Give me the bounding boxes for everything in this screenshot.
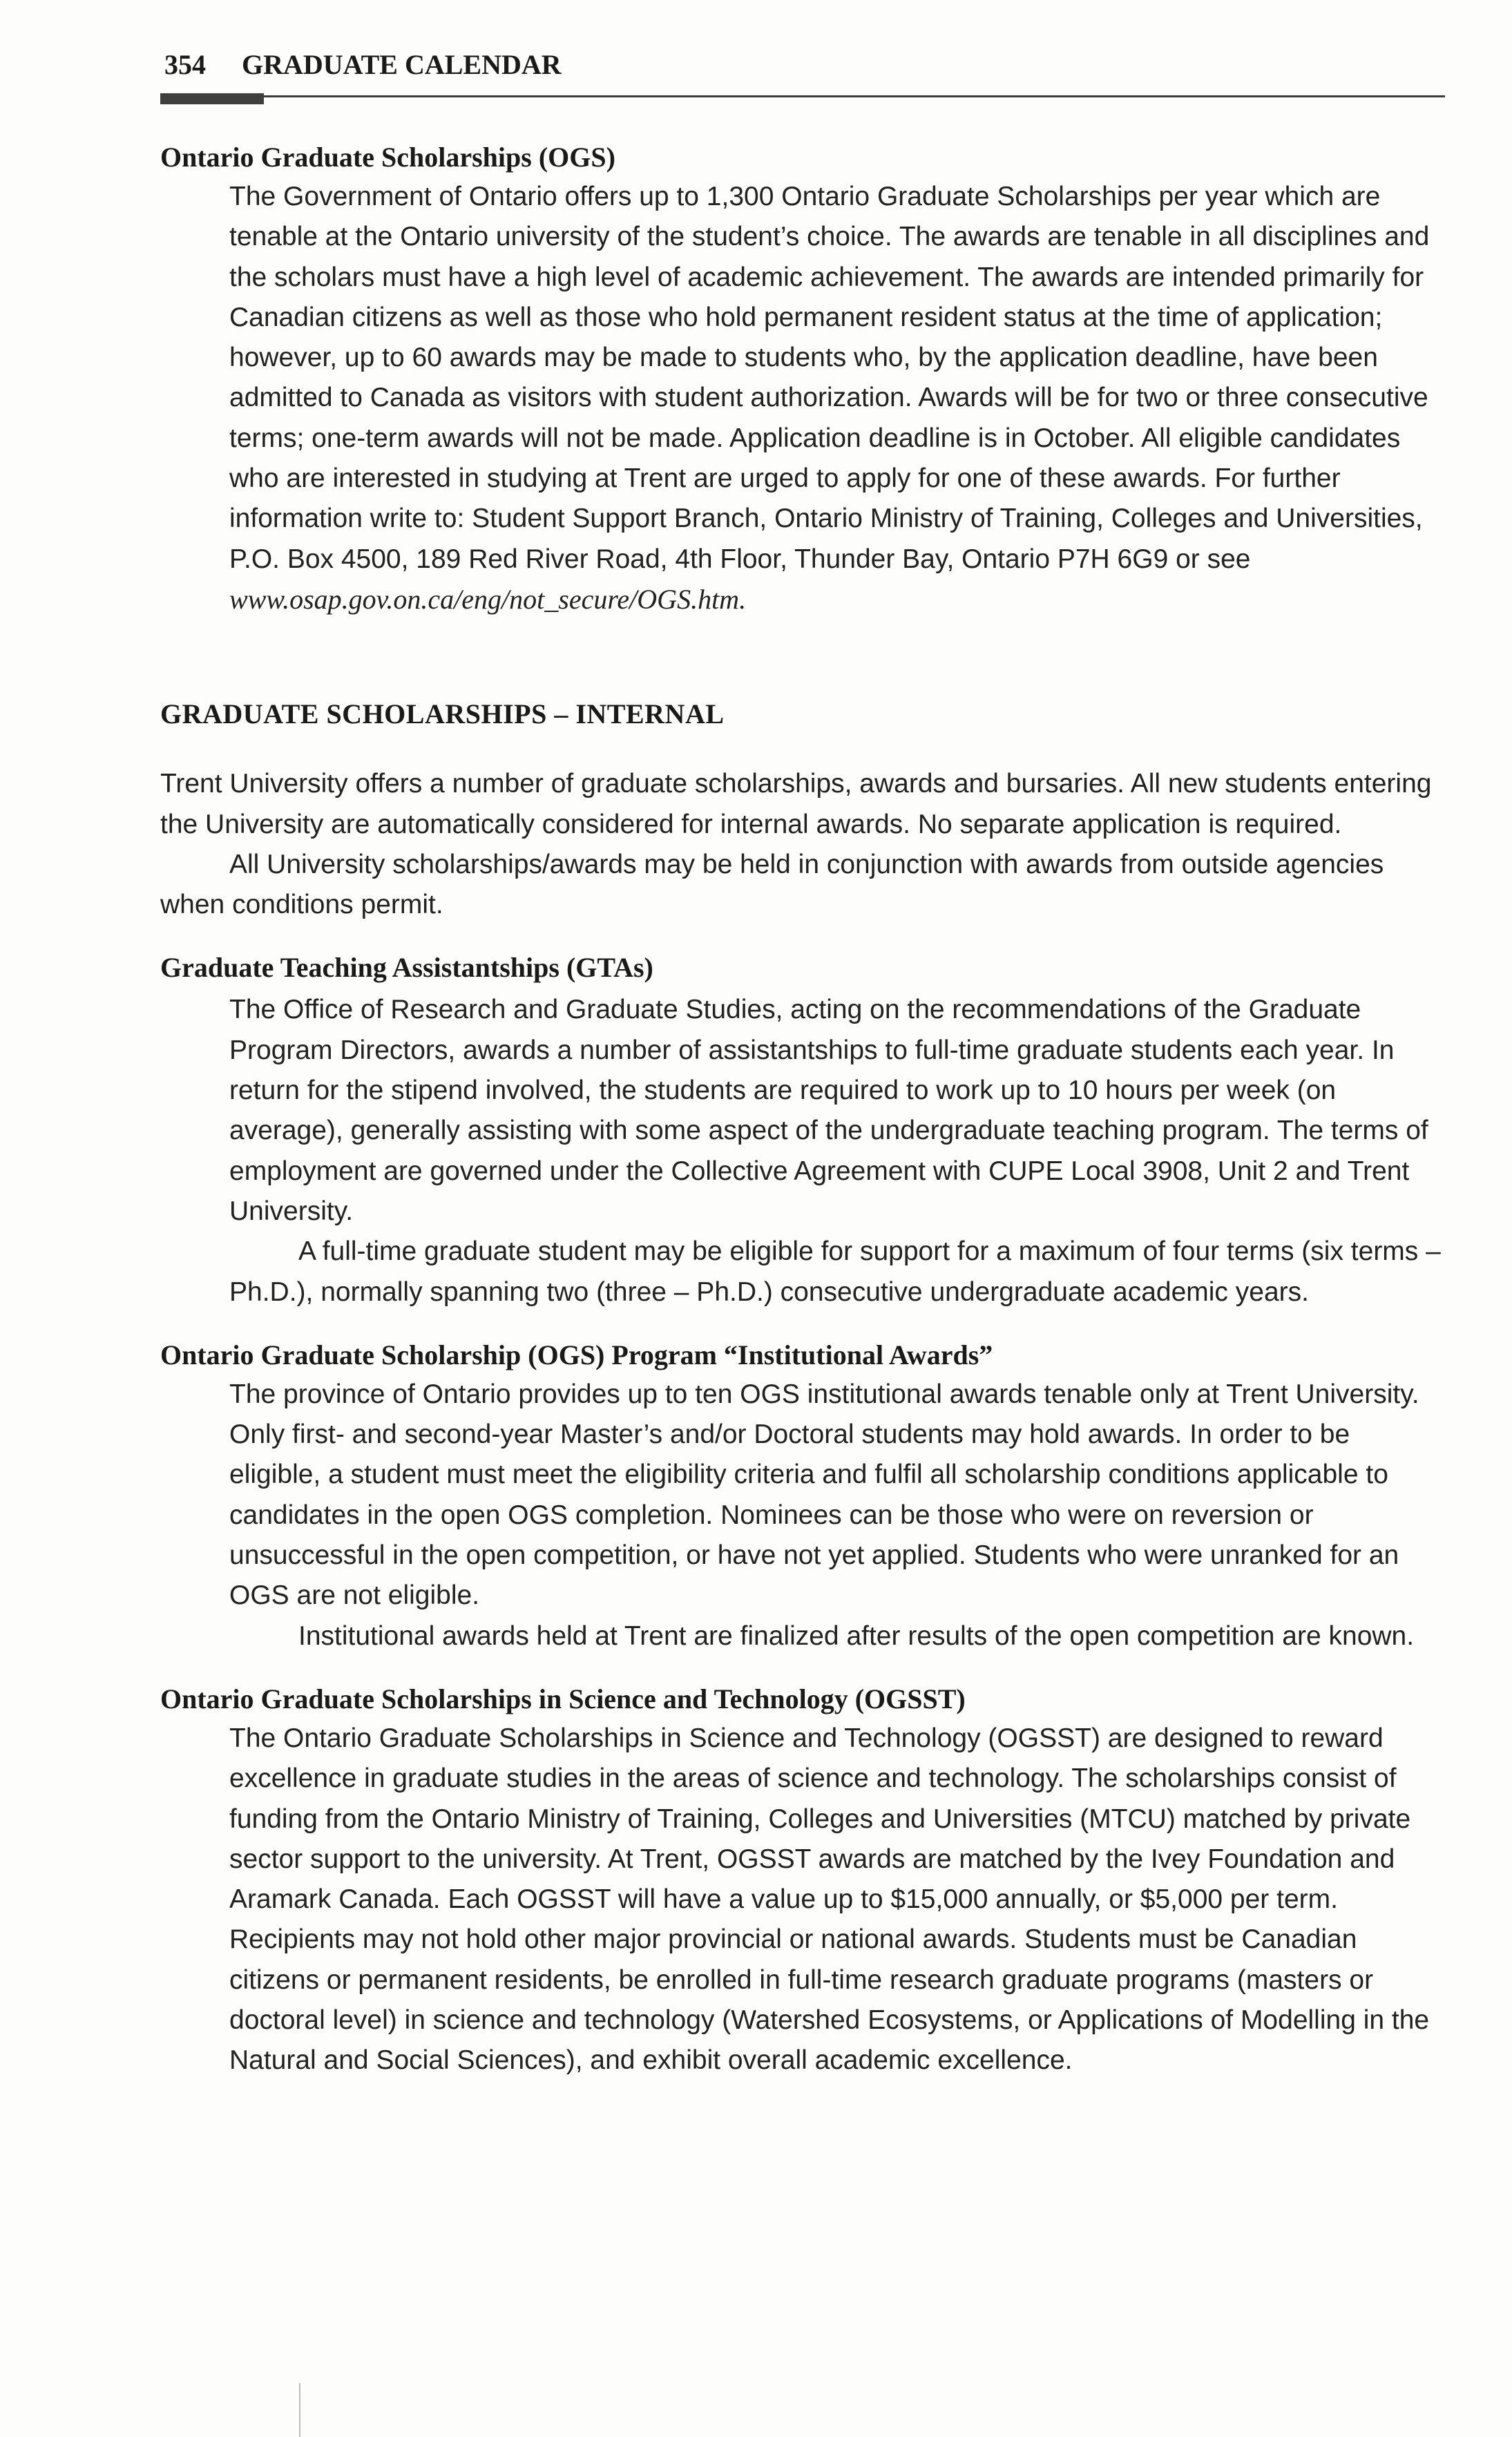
paragraph: A full-time graduate student may be eligible for support for a maximum of four terms (six terms – Ph.D.), normally spanning two (three – Ph.D.) consecutive undergraduate academic years.	[229, 1236, 1441, 1307]
header-rule	[160, 95, 1445, 97]
section-ogsst	[160, 1680, 1448, 2081]
scan-margin-mark	[299, 2383, 300, 2437]
paragraph: Trent University offers a number of graduate scholarships, awards and bursaries. All new students entering the University are automatically considered for internal awards. No separate application is required.	[160, 769, 1432, 839]
header-rule-accent	[160, 93, 264, 104]
section-heading: Ontario Graduate Scholarships in Science and Technology (OGSST)	[160, 1683, 966, 1714]
paragraph: The province of Ontario provides up to ten OGS institutional awards tenable only at Trent University. Only first- and second-year Master’s and/or Doctoral students may hold awards. In order to be eligible, a student must meet the eligibility criteria and fulfil all scholarship conditions applicable to candidates in the open OGS completion. Nominees can be those who were on reversion or unsuccessful in the open competition, or have not yet applied. Students who were unranked for an OGS are not eligible.	[229, 1379, 1419, 1611]
page-number: 354	[164, 49, 206, 80]
section-ogs	[160, 138, 1448, 620]
section-heading: Graduate Teaching Assistantships (GTAs)	[160, 952, 653, 984]
section-gta	[160, 948, 1448, 1312]
body-text: The Government of Ontario offers up to 1,300 Ontario Graduate Scholarships per year which are tenable at the Ontario university of the student’s choice. The awards are tenable in all disciplines and the scholars must have a high level of academic achievement. The awards are intended primarily for Canadian citizens as well as those who hold permanent resident status at the time of application; however, up to 60 awards may be made to students who, by the application deadline, have been admitted to Canada as visitors with student authorization. Awards will be for two or three consecutive terms; one-term awards will not be made. Application deadline is in October. All eligible candidates who are interested in studying at Trent are urged to apply for one of these awards. For further information write to: Student Support Branch, Ontario Ministry of Training, Colleges and Universities, P.O. Box 4500, 189 Red River Road, 4th Floor, Thunder Bay, Ontario P7H 6G9 or see	[229, 182, 1430, 574]
calendar-title: GRADUATE CALENDAR	[242, 49, 562, 80]
ogs-website-link[interactable]: www.osap.gov.on.ca/eng/not_secure/OGS.htm.	[229, 583, 747, 615]
section-institutional-awards	[160, 1336, 1448, 1656]
section-heading: Ontario Graduate Scholarship (OGS) Program “Institutional Awards”	[160, 1339, 993, 1370]
section-internal	[160, 695, 1448, 925]
paragraph: The Office of Research and Graduate Studies, acting on the recommendations of the Graduate Program Directors, awards a number of assistantships to full-time graduate students each year. In return for the stipend involved, the students are required to work up to 10 hours per week (on average), generally assisting with some aspect of the undergraduate teaching program. The terms of employment are governed under the Collective Agreement with CUPE Local 3908, Unit 2 and Trent University.	[229, 995, 1428, 1226]
running-header	[164, 48, 562, 81]
page-content	[160, 138, 1448, 2081]
paragraph: All University scholarships/awards may be held in conjunction with awards from outside agencies when conditions permit.	[160, 849, 1384, 920]
paragraph: Institutional awards held at Trent are finalized after results of the open competition are known.	[298, 1621, 1415, 1651]
major-heading: GRADUATE SCHOLARSHIPS – INTERNAL	[160, 698, 725, 730]
section-body	[160, 177, 1448, 620]
paragraph: The Ontario Graduate Scholarships in Science and Technology (OGSST) are designed to reward excellence in graduate studies in the areas of science and technology. The scholarships consist of funding from the Ontario Ministry of Training, Colleges and Universities (MTCU) matched by private sector support to the university. At Trent, OGSST awards are matched by the Ivey Foundation and Aramark Canada. Each OGSST will have a value up to $15,000 annually, or $5,000 per term. Recipients may not hold other major provincial or national awards. Students must be Canadian citizens or permanent residents, be enrolled in full-time research graduate programs (masters or doctoral level) in science and technology (Watershed Ecosystems, or Applications of Modelling in the Natural and Social Sciences), and exhibit overall academic excellence.	[229, 1723, 1430, 2076]
section-heading: Ontario Graduate Scholarships (OGS)	[160, 142, 615, 173]
